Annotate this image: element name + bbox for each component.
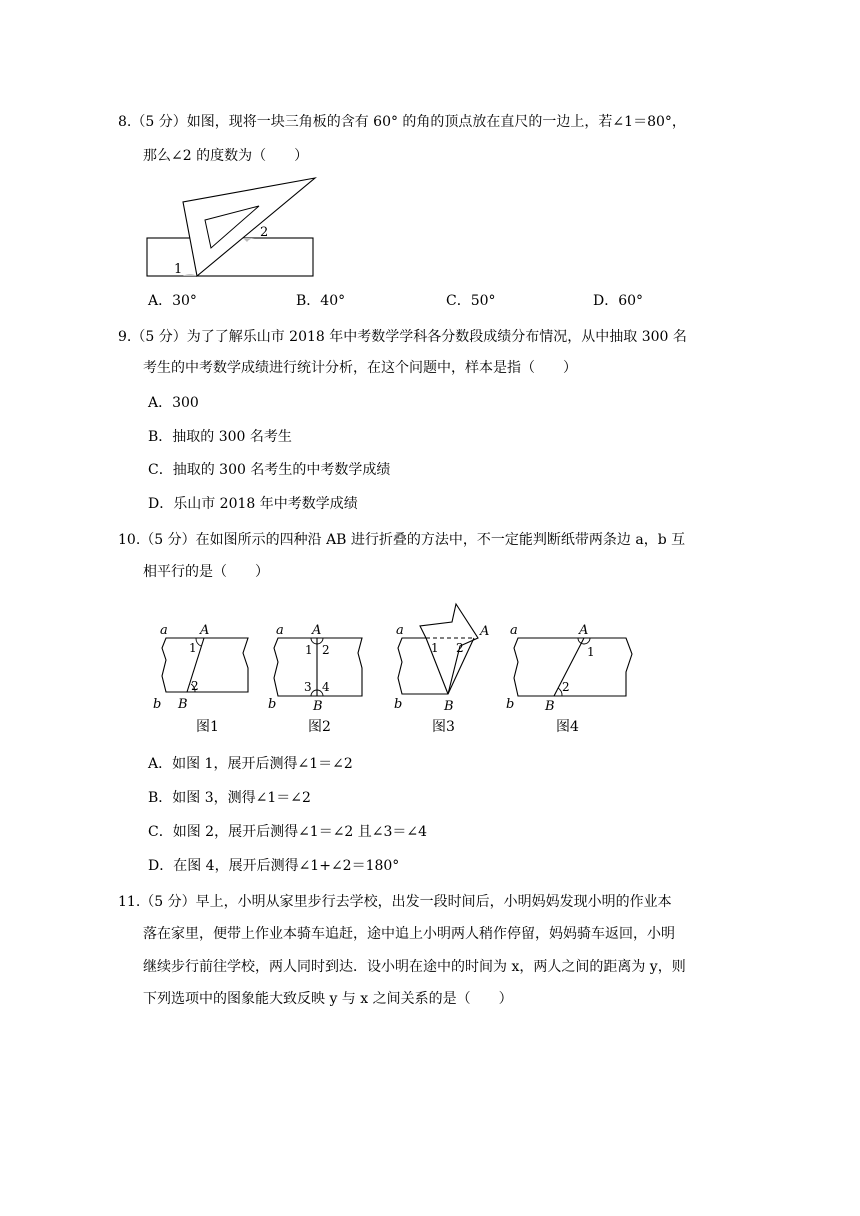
q10-option-d: D．在图 4，展开后测得∠1+∠2＝180° (148, 858, 400, 874)
q9-stem-line2: 考生的中考数学成绩进行统计分析，在这个问题中，样本是指（ ） (143, 360, 577, 376)
q9-option-c: C．抽取的 300 名考生的中考数学成绩 (148, 462, 391, 478)
fig1-angle1: 1 (189, 641, 197, 655)
fig3-angle2: 2 (456, 641, 464, 655)
fig2-label-A: A (312, 623, 322, 638)
fig1-label-B: B (178, 697, 188, 712)
fig4-caption: 图4 (556, 719, 579, 735)
fig2-label-a: a (276, 623, 284, 638)
fig4-angle2: 2 (562, 680, 570, 694)
fig3-angle1: 1 (431, 641, 439, 655)
q11-stem-line4: 下列选项中的图象能大致反映 y 与 x 之间关系的是（ ） (143, 991, 513, 1007)
q8-angle2-label: 2 (260, 225, 269, 240)
q11-stem-line2: 落在家里，便带上作业本骑车追赶，途中追上小明两人稍作停留，妈妈骑车返回，小明 (143, 926, 675, 942)
q10-figure-2 (262, 598, 372, 738)
q9-option-d: D．乐山市 2018 年中考数学成绩 (148, 496, 358, 512)
q8-option-b: B．40° (296, 293, 346, 309)
q10-stem-line2: 相平行的是（ ） (143, 564, 269, 580)
fig3-label-b: b (394, 697, 403, 712)
fig3-label-B: B (444, 699, 454, 714)
fig2-caption: 图2 (308, 719, 331, 735)
q10-option-b: B．如图 3，测得∠1＝∠2 (148, 790, 311, 806)
q11-stem-line1: 11.（5 分）早上，小明从家里步行去学校，出发一段时间后，小明妈妈发现小明的作业本 (118, 894, 672, 910)
q9-stem-line1: 9.（5 分）为了了解乐山市 2018 年中考数学学科各分数段成绩分布情况，从中抽取 300 名 (118, 329, 687, 345)
fig4-label-B: B (545, 699, 555, 714)
fig2-angle4: 4 (322, 680, 330, 694)
q8-option-a: A．30° (148, 293, 197, 309)
fig4-angle1: 1 (587, 645, 595, 659)
q10-figure-4 (504, 598, 634, 738)
q8-figure-ruler-triangle (143, 172, 323, 282)
fig2-angle2: 2 (322, 643, 330, 657)
q10-figure-3 (390, 598, 500, 738)
q8-stem-line2: 那么∠2 的度数为（ ） (143, 148, 309, 164)
q10-stem-line1: 10.（5 分）在如图所示的四种沿 AB 进行折叠的方法中，不一定能判断纸带两条边 a，b 互 (118, 532, 686, 548)
fig3-caption: 图3 (432, 719, 455, 735)
fig4-label-A: A (579, 623, 589, 638)
q8-option-d: D．60° (593, 293, 644, 309)
fig4-label-a: a (510, 623, 518, 638)
fig2-angle1: 1 (305, 643, 313, 657)
q11-stem-line3: 继续步行前往学校，两人同时到达．设小明在途中的时间为 x，两人之间的距离为 y，则 (143, 959, 686, 975)
fig2-label-b: b (268, 697, 277, 712)
fig1-angle2: 2 (191, 679, 199, 693)
fig3-label-a: a (396, 623, 404, 638)
q8-angle1-label: 1 (174, 262, 183, 277)
q10-option-a: A．如图 1，展开后测得∠1＝∠2 (148, 756, 353, 772)
fig1-label-A: A (200, 623, 210, 638)
q10-option-c: C．如图 2，展开后测得∠1＝∠2 且∠3＝∠4 (148, 824, 428, 840)
fig1-label-a: a (160, 623, 168, 638)
fig3-label-A: A (480, 624, 490, 639)
q9-option-a: A．300 (148, 395, 199, 411)
q8-stem-line1: 8.（5 分）如图，现将一块三角板的含有 60° 的角的顶点放在直尺的一边上，若∠1＝80°， (118, 114, 686, 130)
fig1-caption: 图1 (196, 719, 219, 735)
q9-option-b: B．抽取的 300 名考生 (148, 429, 292, 445)
fig2-angle3: 3 (304, 680, 312, 694)
q10-figure-1 (150, 598, 256, 738)
fig2-label-B: B (313, 699, 323, 714)
fig1-label-b: b (153, 697, 162, 712)
q8-option-c: C．50° (446, 293, 496, 309)
fig4-label-b: b (506, 697, 515, 712)
